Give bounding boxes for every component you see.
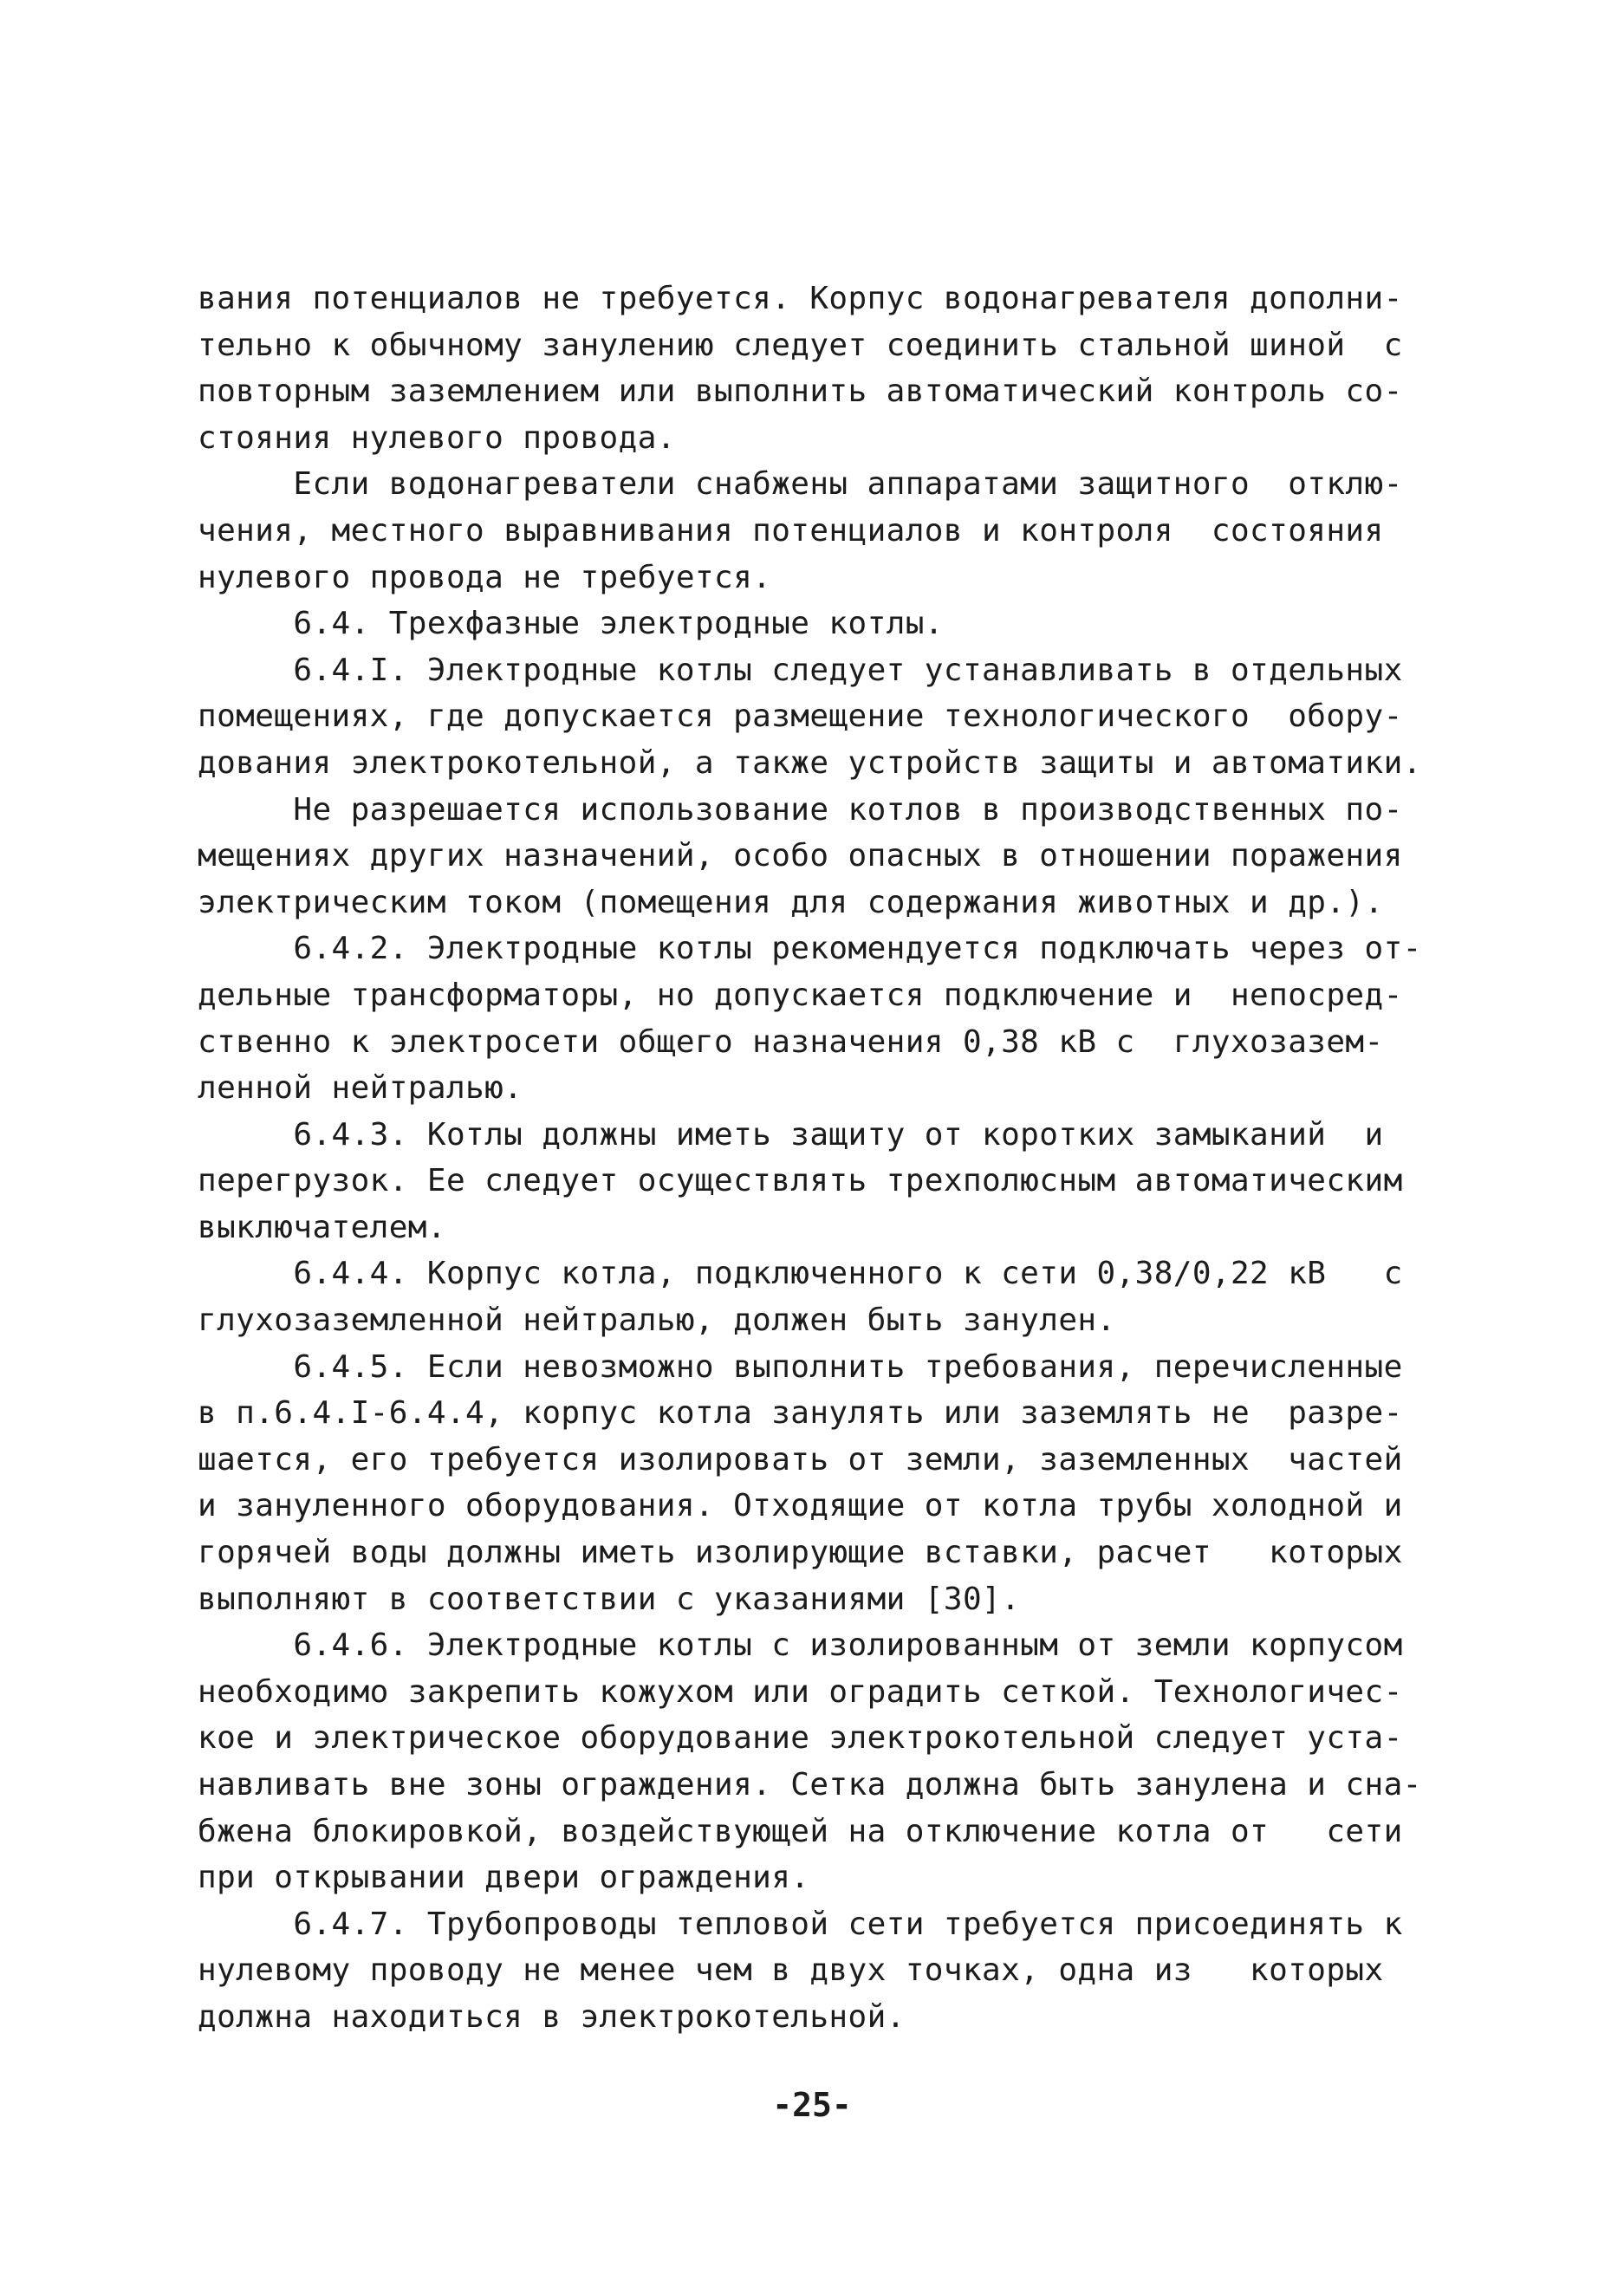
text-line: дования электрокотельной, а также устройств защиты и автоматики.	[198, 744, 1422, 781]
text-line: бжена блокировкой, воздействующей на отключение котла от сети	[198, 1813, 1403, 1849]
text-line: электрическим током (помещения для содержания животных и др.).	[198, 884, 1384, 920]
section-heading: 6.4. Трехфазные электродные котлы.	[198, 606, 944, 642]
text-line: навливать вне зоны ограждения. Сетка должна быть занулена и сна-	[198, 1767, 1422, 1803]
text-line: глухозаземленной нейтралью, должен быть занулен.	[198, 1302, 1116, 1339]
text-line: нулевому проводу не менее чем в двух точках, одна из которых	[198, 1952, 1384, 1989]
text-line: в п.6.4.I-6.4.4, корпус котла занулять или заземлять не разре-	[198, 1395, 1403, 1432]
text-line: горячей воды должны иметь изолирующие вставки, расчет которых	[198, 1535, 1403, 1571]
text-line: стояния нулевого провода.	[198, 419, 676, 456]
text-line: шается, его требуется изолировать от земли, заземленных частей	[198, 1441, 1403, 1478]
text-line: мещениях других назначений, особо опасных в отношении поражения	[198, 838, 1403, 874]
text-line: 6.4.3. Котлы должны иметь защиту от коротких замыканий и	[198, 1116, 1384, 1153]
text-line: кое и электрическое оборудование электрокотельной следует уста-	[198, 1720, 1403, 1757]
text-line: при открывании двери ограждения.	[198, 1860, 810, 1896]
text-line: вания потенциалов не требуется. Корпус водонагревателя дополни-	[198, 281, 1403, 316]
text-line: повторным заземлением или выполнить автоматический контроль со-	[198, 374, 1403, 410]
text-line: помещениях, где допускается размещение технологического обору-	[198, 698, 1403, 735]
text-line: 6.4.5. Если невозможно выполнить требования, перечисленные	[198, 1348, 1403, 1385]
text-line: 6.4.2. Электродные котлы рекомендуется подключать через от-	[198, 931, 1422, 967]
text-line: 6.4.I. Электродные котлы следует устанавливать в отдельных	[198, 652, 1403, 688]
text-line: ственно к электросети общего назначения 0,38 кВ с глухозазем-	[198, 1023, 1384, 1060]
text-line: выключателем.	[198, 1209, 446, 1245]
text-line: Не разрешается использование котлов в производственных по-	[198, 791, 1403, 828]
body-text	[198, 276, 1422, 2041]
text-line: должна находиться в электрокотельной.	[198, 1998, 906, 2035]
text-line: ленной нейтралью.	[198, 1070, 523, 1107]
text-line: дельные трансформаторы, но допускается подключение и непосред-	[198, 977, 1403, 1013]
text-line: необходимо закрепить кожухом или оградить сеткой. Технологичес-	[198, 1673, 1403, 1710]
text-line: 6.4.7. Трубопроводы тепловой сети требуется присоединять к	[198, 1906, 1403, 1942]
text-line: перегрузок. Ее следует осуществлять трехполюсным автоматическим	[198, 1163, 1403, 1199]
text-line: 6.4.4. Корпус котла, подключенного к сети 0,38/0,22 кВ с	[198, 1256, 1403, 1292]
text-line: нулевого провода не требуется.	[198, 559, 772, 595]
text-line: 6.4.6. Электродные котлы с изолированным от земли корпусом	[198, 1627, 1403, 1664]
text-line: выполняют в соответствии с указаниями [30].	[198, 1581, 1021, 1617]
text-line: Если водонагреватели снабжены аппаратами защитного отклю-	[198, 466, 1403, 503]
page-number: -25-	[772, 2086, 852, 2124]
text-line: и зануленного оборудования. Отходящие от котла трубы холодной и	[198, 1488, 1403, 1524]
text-line: тельно к обычному занулению следует соединить стальной шиной с	[198, 327, 1403, 363]
text-line: чения, местного выравнивания потенциалов и контроля состояния	[198, 512, 1384, 549]
